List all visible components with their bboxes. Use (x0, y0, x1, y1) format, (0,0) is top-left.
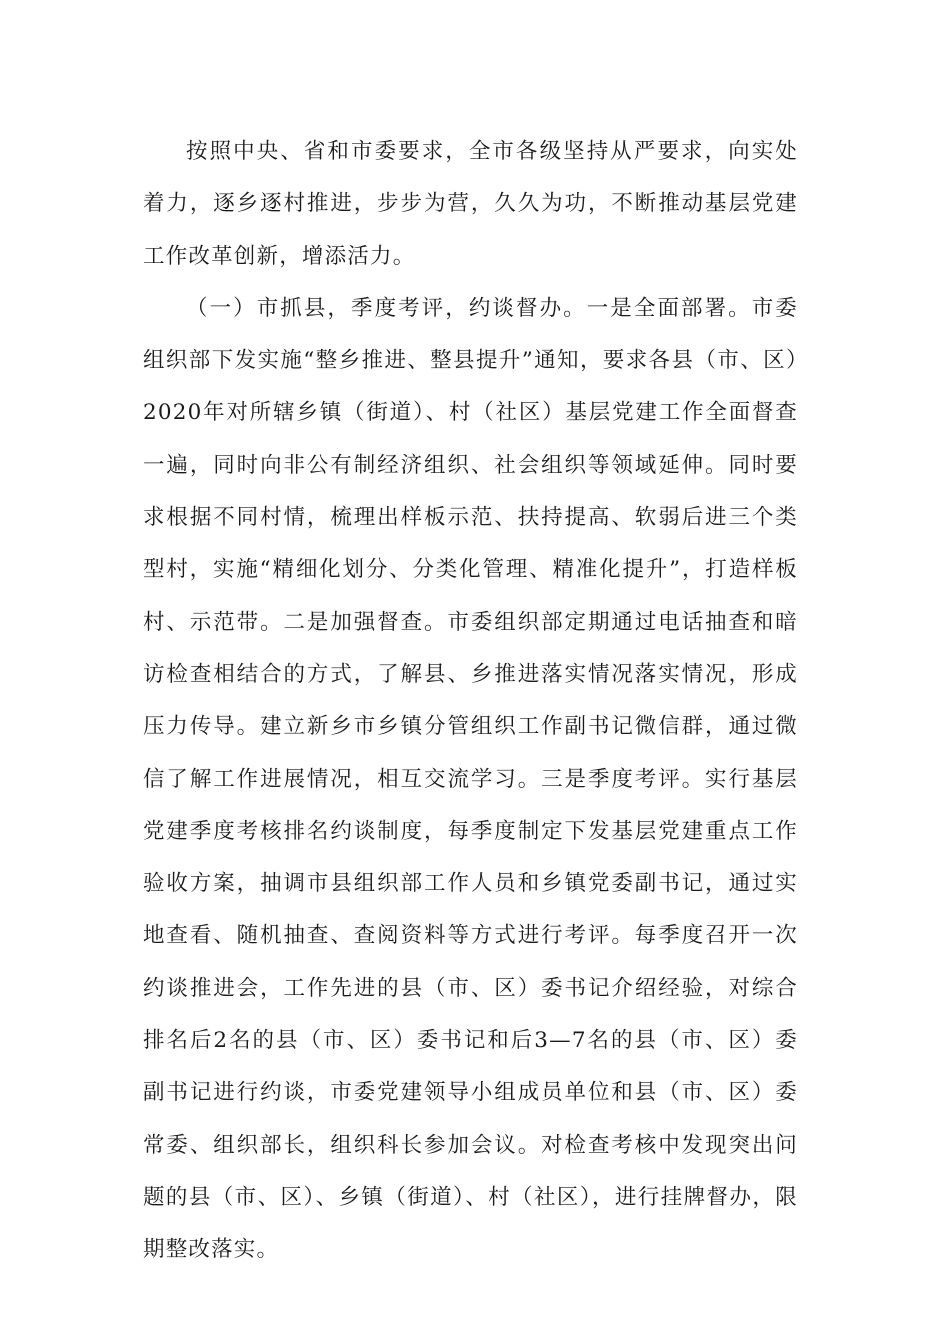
document-body (143, 126, 798, 1277)
paragraph-intro: 按照中央、省和市委要求，全市各级坚持从严要求，向实处着力，逐乡逐村推进，步步为营，久久为功，不断推动基层党建工作改革创新，增添活力。 (143, 139, 798, 269)
paragraph-section-1: （一）市抓县，季度考评，约谈督办。一是全面部署。市委组织部下发实施“整乡推进、整县提升”通知，要求各县（市、区）2020年对所辖乡镇（街道）、村（社区）基层党建工作全面督查一遍，同时向非公有制经济组织、社会组织等领域延伸。同时要求根据不同村情，梳理出样板示范、扶持提高、软弱后进三个类型村，实施“精细化划分、分类化管理、精准化提升”，打造样板村、示范带。二是加强督查。市委组织部定期通过电话抽查和暗访检查相结合的方式，了解县、乡推进落实情况落实情况，形成压力传导。建立新乡市乡镇分管组织工作副书记微信群，通过微信了解工作进展情况，相互交流学习。三是季度考评。实行基层党建季度考核排名约谈制度，每季度制定下发基层党建重点工作验收方案，抽调市县组织部工作人员和乡镇党委副书记，通过实地查看、随机抽查、查阅资料等方式进行考评。每季度召开一次约谈推进会，工作先进的县（市、区）委书记介绍经验，对综合排名后2名的县（市、区）委书记和后3—7名的县（市、区）委副书记进行约谈，市委党建领导小组成员单位和县（市、区）委常委、组织部长，组织科长参加会议。对检查考核中发现突出问题的县（市、区）、乡镇（街道）、村（社区），进行挂牌督办，限期整改落实。 (143, 295, 798, 1263)
